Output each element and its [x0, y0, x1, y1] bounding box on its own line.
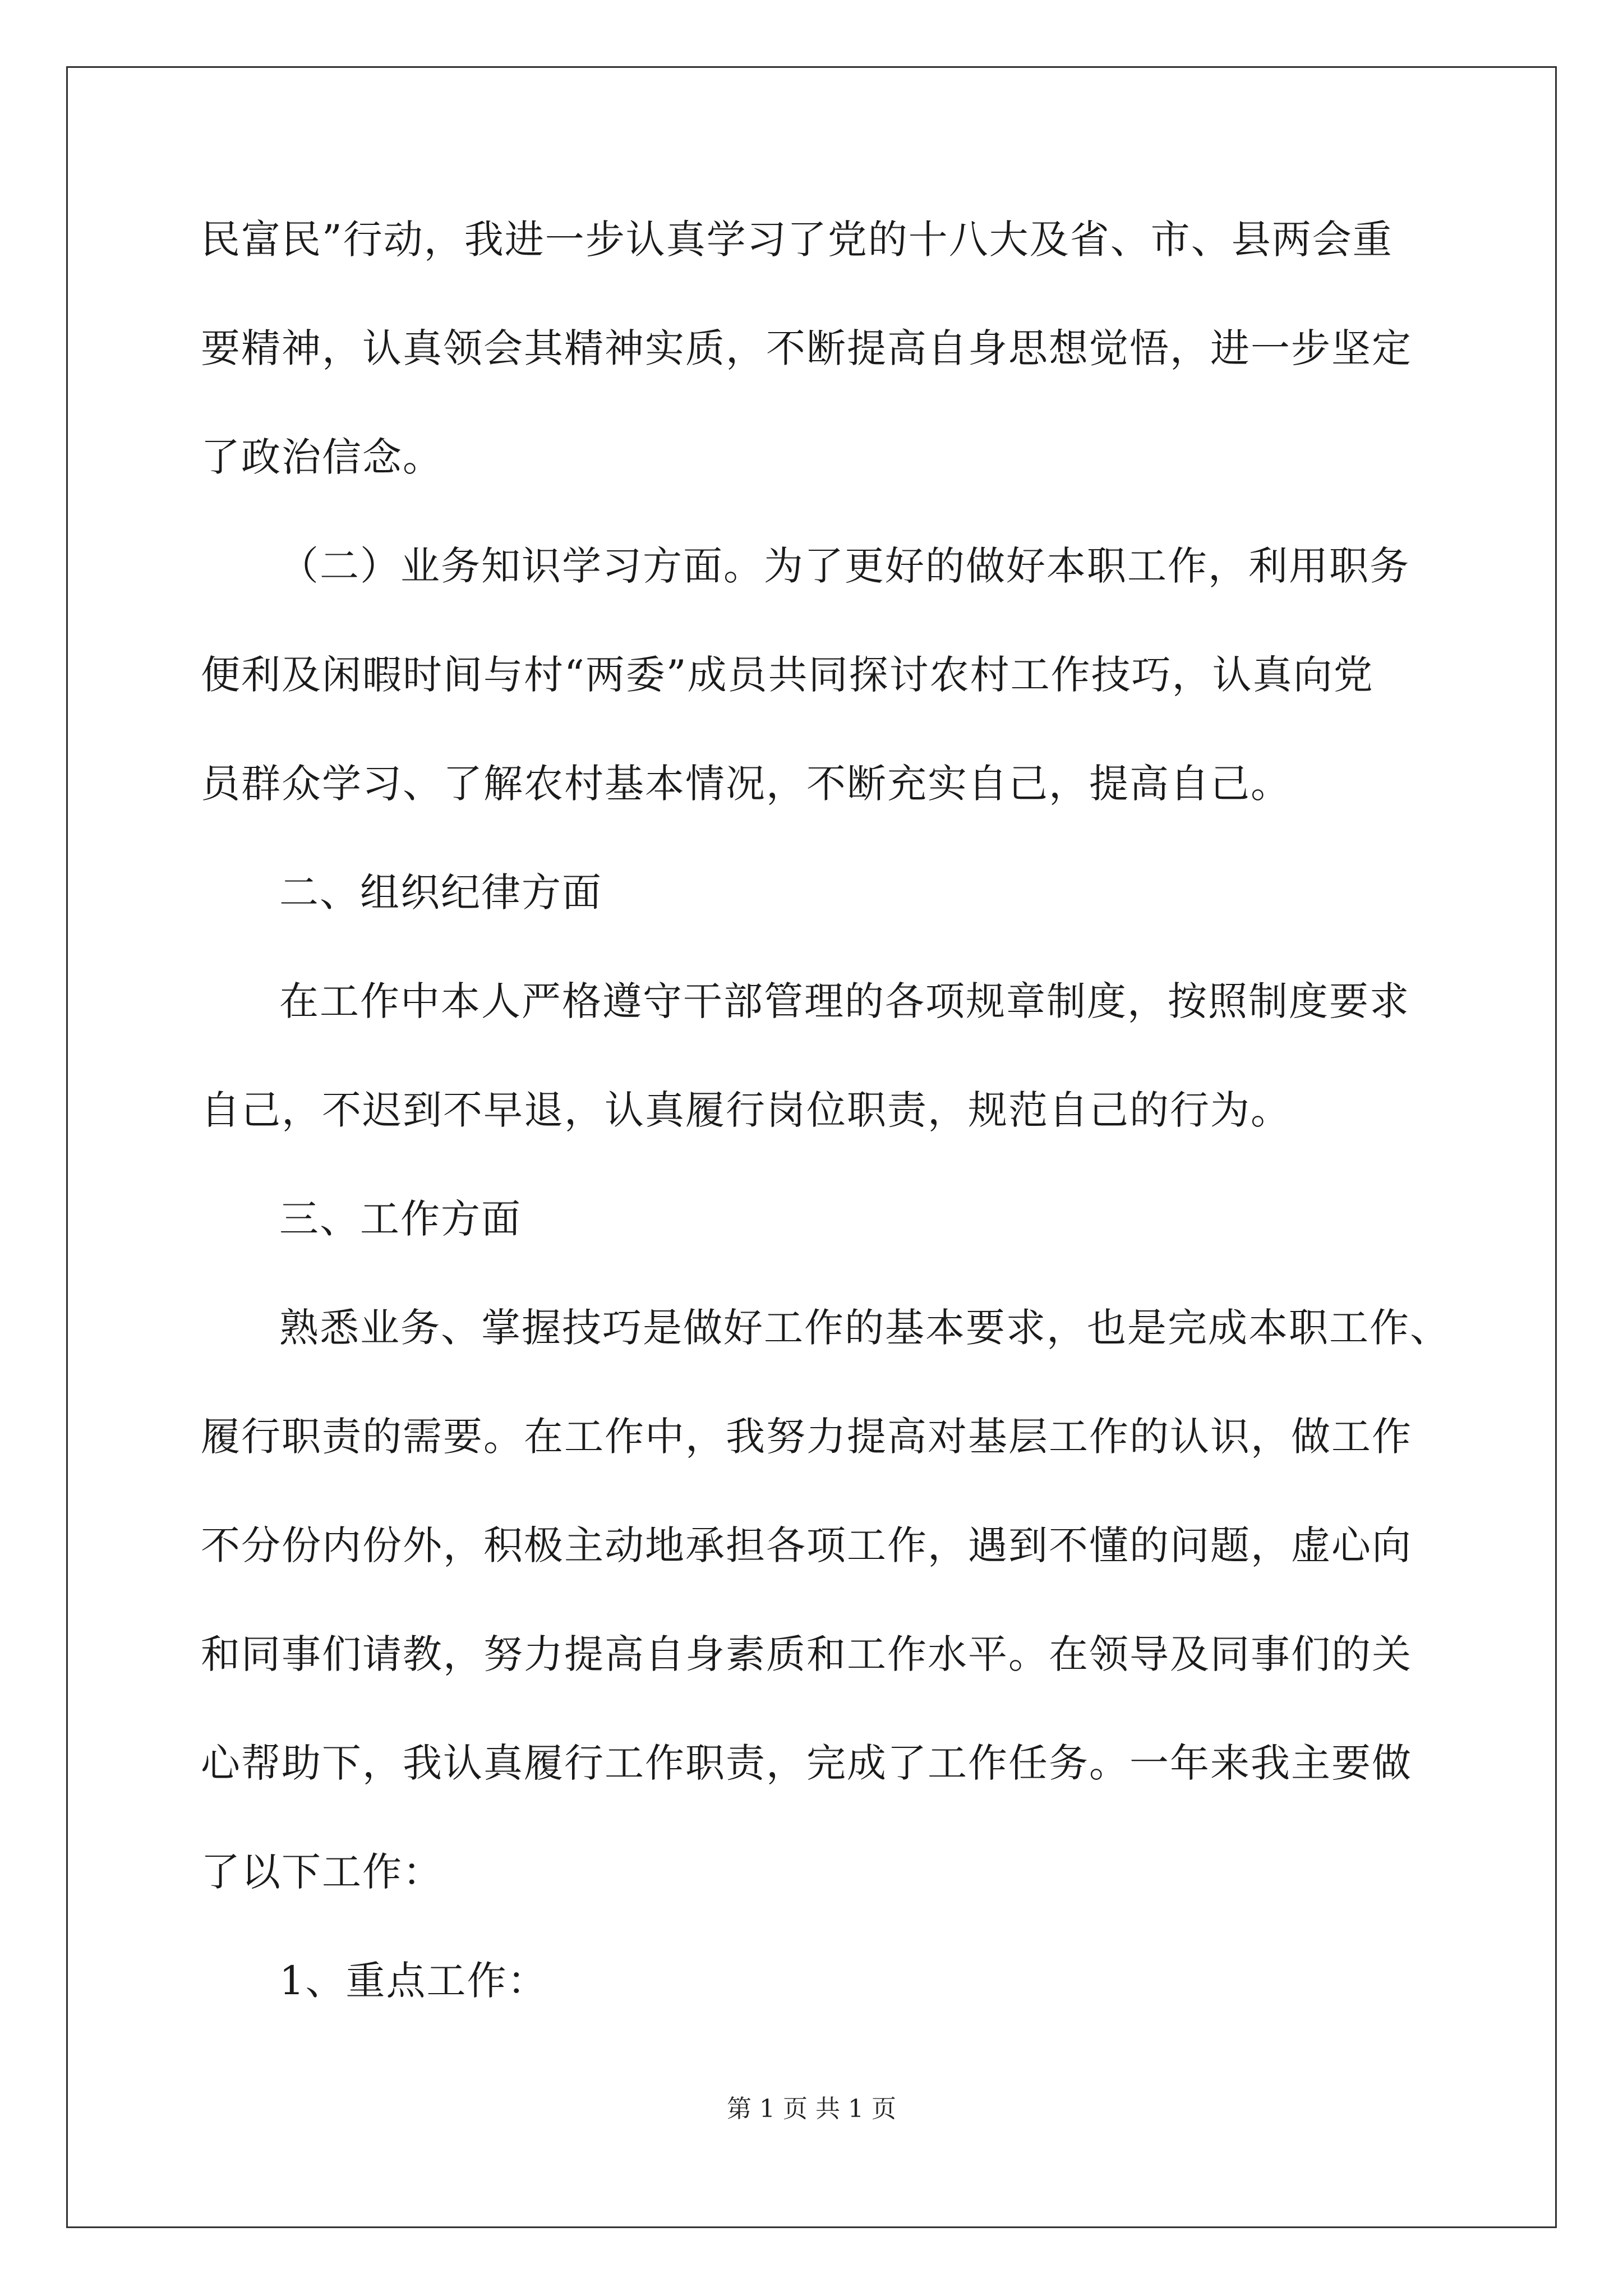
- text-line: 便利及闲暇时间与村“两委”成员共同探讨农村工作技巧，认真向党: [201, 652, 1374, 698]
- text-line: 员群众学习、了解农村基本情况，不断充实自己，提高自己。: [201, 761, 1291, 807]
- text-line: 自己，不迟到不早退，认真履行岗位职责，规范自己的行为。: [201, 1087, 1291, 1133]
- page-border: [66, 66, 1557, 2228]
- text-line: 履行职责的需要。在工作中，我努力提高对基层工作的认识，做工作: [201, 1414, 1412, 1460]
- text-line: 了政治信念。: [201, 434, 443, 480]
- text-line: （二）业务知识学习方面。为了更好的做好本职工作，利用职务: [279, 543, 1410, 589]
- text-line: 心帮助下，我认真履行工作职责，完成了工作任务。一年来我主要做: [201, 1740, 1412, 1786]
- text-line: 要精神，认真领会其精神实质，不断提高自身思想觉悟，进一步坚定: [201, 325, 1412, 371]
- sub-heading: 1、重点工作：: [279, 1958, 548, 2004]
- text-line: 了以下工作：: [201, 1849, 443, 1895]
- text-line: 在工作中本人严格遵守干部管理的各项规章制度，按照制度要求: [279, 978, 1410, 1024]
- section-heading: 三、工作方面: [279, 1196, 522, 1242]
- section-heading: 二、组织纪律方面: [279, 869, 602, 915]
- text-line: 民富民”行动，我进一步认真学习了党的十八大及省、市、县两会重: [201, 217, 1393, 263]
- text-line: 和同事们请教，努力提高自身素质和工作水平。在领导及同事们的关: [201, 1631, 1412, 1677]
- text-line: 不分份内份外，积极主动地承担各项工作，遇到不懂的问题，虚心向: [201, 1522, 1412, 1568]
- text-line: 熟悉业务、掌握技巧是做好工作的基本要求，也是完成本职工作、: [279, 1305, 1450, 1351]
- page-number: 第 1 页 共 1 页: [727, 2095, 896, 2123]
